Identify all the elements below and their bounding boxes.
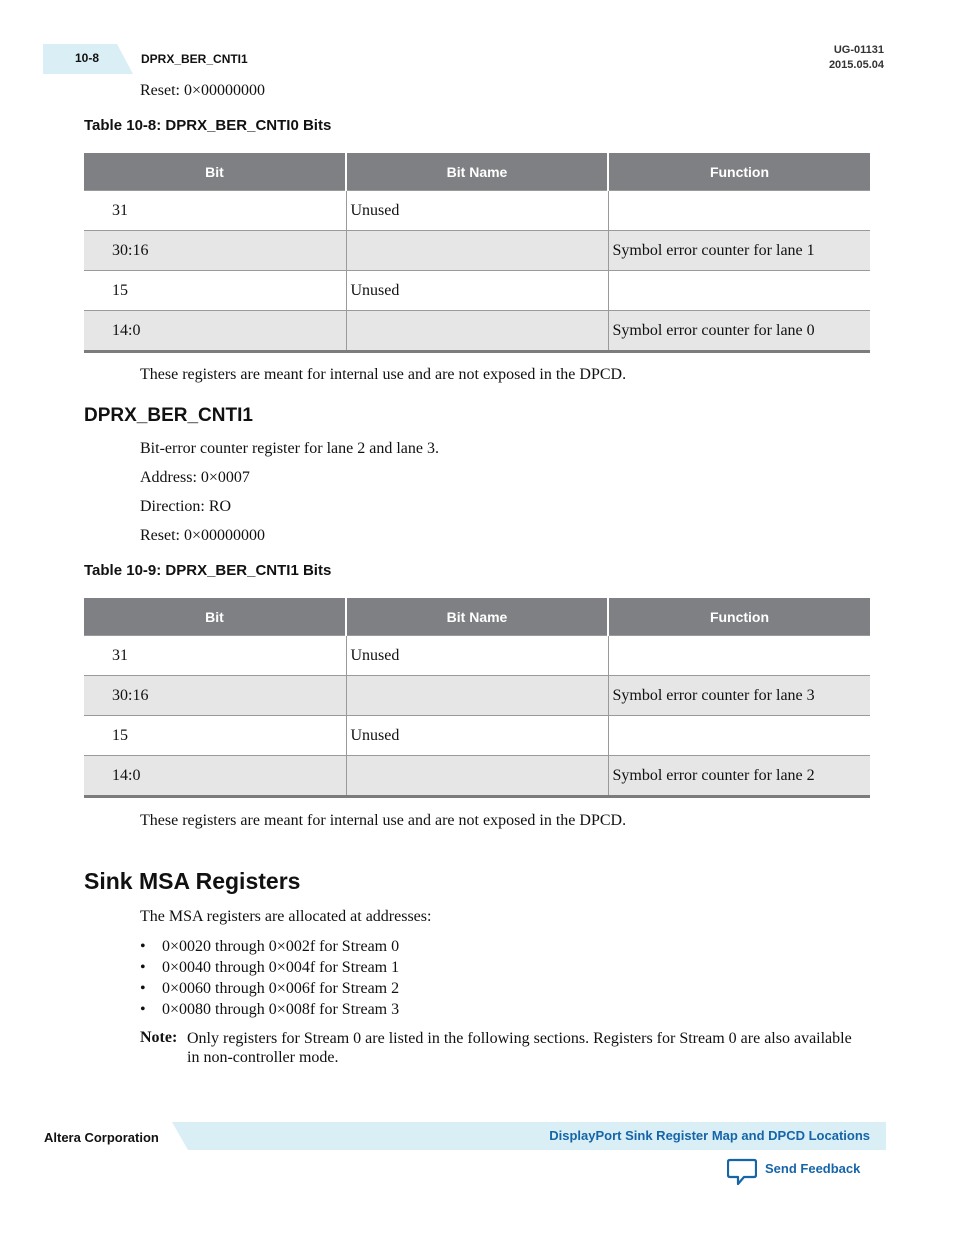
cell-bit-name [346, 311, 608, 352]
table-header-row [84, 153, 870, 191]
cell-bit: 15 [84, 271, 346, 311]
note-label: Note: [140, 1029, 178, 1046]
cell-function: Symbol error counter for lane 3 [608, 676, 870, 716]
bits-table-cnti1 [84, 598, 870, 798]
table-note: These registers are meant for internal use and are not exposed in the DPCD. [140, 812, 627, 829]
column-header-bit-name: Bit Name [346, 153, 608, 191]
list-item-text: 0×0040 through 0×004f for Stream 1 [162, 959, 400, 976]
table-row [84, 756, 870, 797]
cell-bit-name [346, 231, 608, 271]
cell-function [608, 636, 870, 676]
list-item-text: 0×0060 through 0×006f for Stream 2 [162, 980, 400, 997]
column-header-function: Function [608, 153, 870, 191]
column-header-bit: Bit [84, 153, 346, 191]
footer-company: Altera Corporation [44, 1130, 159, 1145]
cell-function [608, 191, 870, 231]
cell-bit: 15 [84, 716, 346, 756]
cell-function: Symbol error counter for lane 2 [608, 756, 870, 797]
bullet-icon: • [140, 959, 146, 976]
cell-bit-name [346, 756, 608, 797]
section-heading: Sink MSA Registers [84, 868, 301, 894]
cell-bit-name [346, 676, 608, 716]
page-number: 10-8 [75, 51, 100, 65]
list-item [140, 999, 399, 1020]
table-row [84, 676, 870, 716]
chapter-link[interactable]: DisplayPort Sink Register Map and DPCD Locations [549, 1128, 870, 1143]
running-title: DPRX_BER_CNTI1 [141, 52, 248, 66]
previous-reset-value: Reset: 0×00000000 [140, 82, 266, 99]
cell-bit-name: Unused [346, 271, 608, 311]
table-row [84, 231, 870, 271]
table-header-row [84, 598, 870, 636]
table-row [84, 191, 870, 231]
bullet-icon: • [140, 980, 146, 997]
column-header-function: Function [608, 598, 870, 636]
column-header-bit-name: Bit Name [346, 598, 608, 636]
register-description: Bit-error counter register for lane 2 and lane 3. [140, 440, 439, 457]
doc-id-number: UG-01131 [833, 44, 884, 56]
register-direction: Direction: RO [140, 498, 232, 515]
table-note: These registers are meant for internal use and are not exposed in the DPCD. [140, 366, 627, 383]
doc-date: 2015.05.04 [828, 59, 884, 71]
table-caption: Table 10-8: DPRX_BER_CNTI0 Bits [84, 117, 332, 134]
bits-table-cnti0 [84, 153, 870, 353]
cell-function [608, 271, 870, 311]
cell-bit: 31 [84, 191, 346, 231]
list-item [140, 936, 399, 957]
table-row [84, 716, 870, 756]
stream-address-list [140, 936, 399, 1020]
cell-bit-name: Unused [346, 716, 608, 756]
register-address: Address: 0×0007 [140, 469, 250, 486]
section-intro: The MSA registers are allocated at addresses: [140, 908, 432, 925]
bullet-icon: • [140, 1001, 146, 1018]
column-header-bit: Bit [84, 598, 346, 636]
list-item-text: 0×0020 through 0×002f for Stream 0 [162, 938, 400, 955]
note-text: Only registers for Stream 0 are listed in the following sections. Registers for Stream 0 are also available in non-controller mode. [187, 1030, 852, 1066]
bullet-icon: • [140, 938, 146, 955]
table-row [84, 636, 870, 676]
cell-bit: 14:0 [84, 756, 346, 797]
list-item-text: 0×0080 through 0×008f for Stream 3 [162, 1001, 400, 1018]
cell-function: Symbol error counter for lane 0 [608, 311, 870, 352]
cell-bit-name: Unused [346, 636, 608, 676]
cell-bit: 30:16 [84, 676, 346, 716]
speech-bubble-icon[interactable] [727, 1158, 757, 1191]
list-item [140, 978, 399, 999]
cell-function [608, 716, 870, 756]
cell-function: Symbol error counter for lane 1 [608, 231, 870, 271]
cell-bit: 31 [84, 636, 346, 676]
table-caption: Table 10-9: DPRX_BER_CNTI1 Bits [84, 562, 332, 579]
section-heading: DPRX_BER_CNTI1 [84, 405, 253, 426]
cell-bit: 14:0 [84, 311, 346, 352]
cell-bit: 30:16 [84, 231, 346, 271]
cell-bit-name: Unused [346, 191, 608, 231]
table-row [84, 311, 870, 352]
send-feedback-link[interactable]: Send Feedback [765, 1161, 861, 1176]
list-item [140, 957, 399, 978]
document-id [829, 43, 884, 73]
register-reset: Reset: 0×00000000 [140, 527, 266, 544]
table-row [84, 271, 870, 311]
